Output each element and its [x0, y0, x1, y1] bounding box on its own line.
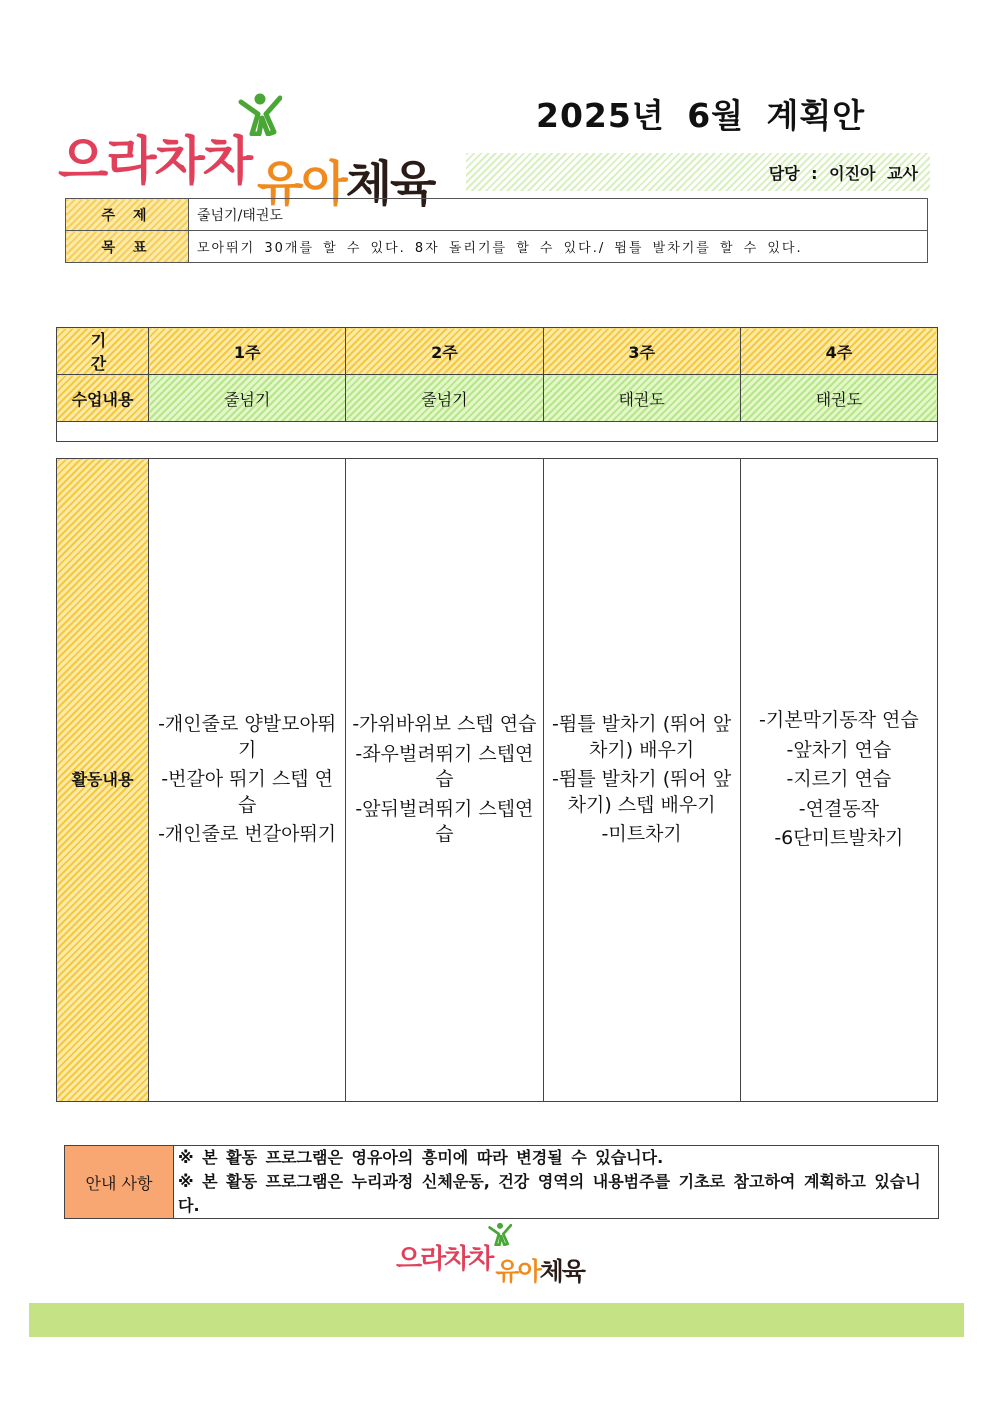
activity-item: -개인줄로 번갈아뛰기 — [158, 823, 337, 846]
class-row — [57, 375, 938, 422]
activity-label: 활동내용 — [57, 459, 149, 1102]
page-title: 2025년 6월 계획안 — [536, 96, 866, 135]
activity-cell-week1 — [149, 459, 346, 1102]
topic-goal-table — [65, 198, 928, 263]
activity-item: -지르기 연습 — [786, 768, 892, 791]
activity-row — [57, 459, 938, 1102]
logo-text-part-3: 체육 — [539, 1257, 584, 1286]
activity-cell-week2 — [346, 459, 543, 1102]
activity-item: -기본막기동작 연습 — [759, 708, 919, 731]
notice-row — [65, 1146, 939, 1219]
week-header: 4주 — [740, 328, 937, 375]
period-label: 기간 — [57, 328, 149, 375]
notice-label: 안내 사항 — [65, 1146, 174, 1219]
goal-row — [66, 231, 928, 263]
activity-item: -좌우벌려뛰기 스텝연습 — [355, 742, 534, 791]
class-cell: 태권도 — [543, 375, 740, 422]
goal-label: 목표 — [66, 231, 189, 263]
gap-row — [57, 442, 938, 459]
activity-item: -번갈아 뛰기 스텝 연습 — [161, 768, 334, 816]
logo-text-part-3: 체육 — [345, 156, 435, 212]
topic-value: 줄넘기/태권도 — [189, 199, 928, 231]
activity-cell-week3 — [543, 459, 740, 1102]
logo-text-part-1: 으라차차 — [58, 132, 251, 192]
activity-item: -뜀틀 발차기 (뛰어 앞차기) 스텝 배우기 — [552, 768, 732, 816]
gap-cell — [57, 442, 938, 459]
notice-line: ※ 본 활동 프로그램은 영유아의 흥미에 따라 변경될 수 있습니다. — [178, 1148, 664, 1167]
logo-text-part-2: 유아 — [256, 156, 346, 212]
class-cell: 태권도 — [740, 375, 937, 422]
spacer-cell — [57, 422, 938, 442]
footer-logo — [396, 1222, 584, 1286]
logo-text-part-1: 으라차차 — [396, 1244, 493, 1275]
company-logo — [58, 92, 435, 212]
activity-item: -개인줄로 양발모아뛰기 — [158, 712, 337, 761]
activity-item: -앞뒤벌려뛰기 스텝연습 — [355, 797, 534, 846]
notice-table — [64, 1145, 939, 1219]
spacer-row — [57, 422, 938, 442]
topic-row — [66, 199, 928, 231]
notice-line: ※ 본 활동 프로그램은 누리과정 신체운동, 건강 영역의 내용범주를 기초로 참고하여 계획하고 있습니다. — [178, 1172, 921, 1215]
period-row — [57, 328, 938, 375]
footer-bar — [29, 1303, 964, 1337]
class-label: 수업내용 — [57, 375, 149, 422]
activity-item: -미트차기 — [601, 823, 682, 846]
activity-item: -뜀틀 발차기 (뛰어 앞차기) 배우기 — [552, 712, 732, 761]
schedule-table — [56, 327, 938, 1102]
activity-item: -가위바위보 스텝 연습 — [352, 712, 537, 735]
week-header: 3주 — [543, 328, 740, 375]
week-header: 2주 — [346, 328, 543, 375]
activity-item: -연결동작 — [798, 797, 880, 820]
goal-value: 모아뛰기 30개를 할 수 있다. 8자 돌리기를 할 수 있다./ 뜀틀 발차기를 할 수 있다. — [189, 231, 928, 263]
activity-item: -6단미트발차기 — [774, 827, 904, 850]
jumping-person-icon — [488, 1222, 512, 1246]
class-cell: 줄넘기 — [346, 375, 543, 422]
teacher-label: 담당 : 이진아 교사 — [768, 164, 918, 183]
notice-text — [174, 1146, 939, 1219]
topic-label: 주제 — [66, 199, 189, 231]
jumping-person-icon — [238, 92, 282, 136]
activity-item: -앞차기 연습 — [786, 738, 892, 761]
class-cell: 줄넘기 — [149, 375, 346, 422]
week-header: 1주 — [149, 328, 346, 375]
teacher-band — [466, 153, 930, 191]
logo-text-part-2: 유아 — [495, 1257, 540, 1286]
activity-cell-week4 — [740, 459, 937, 1102]
